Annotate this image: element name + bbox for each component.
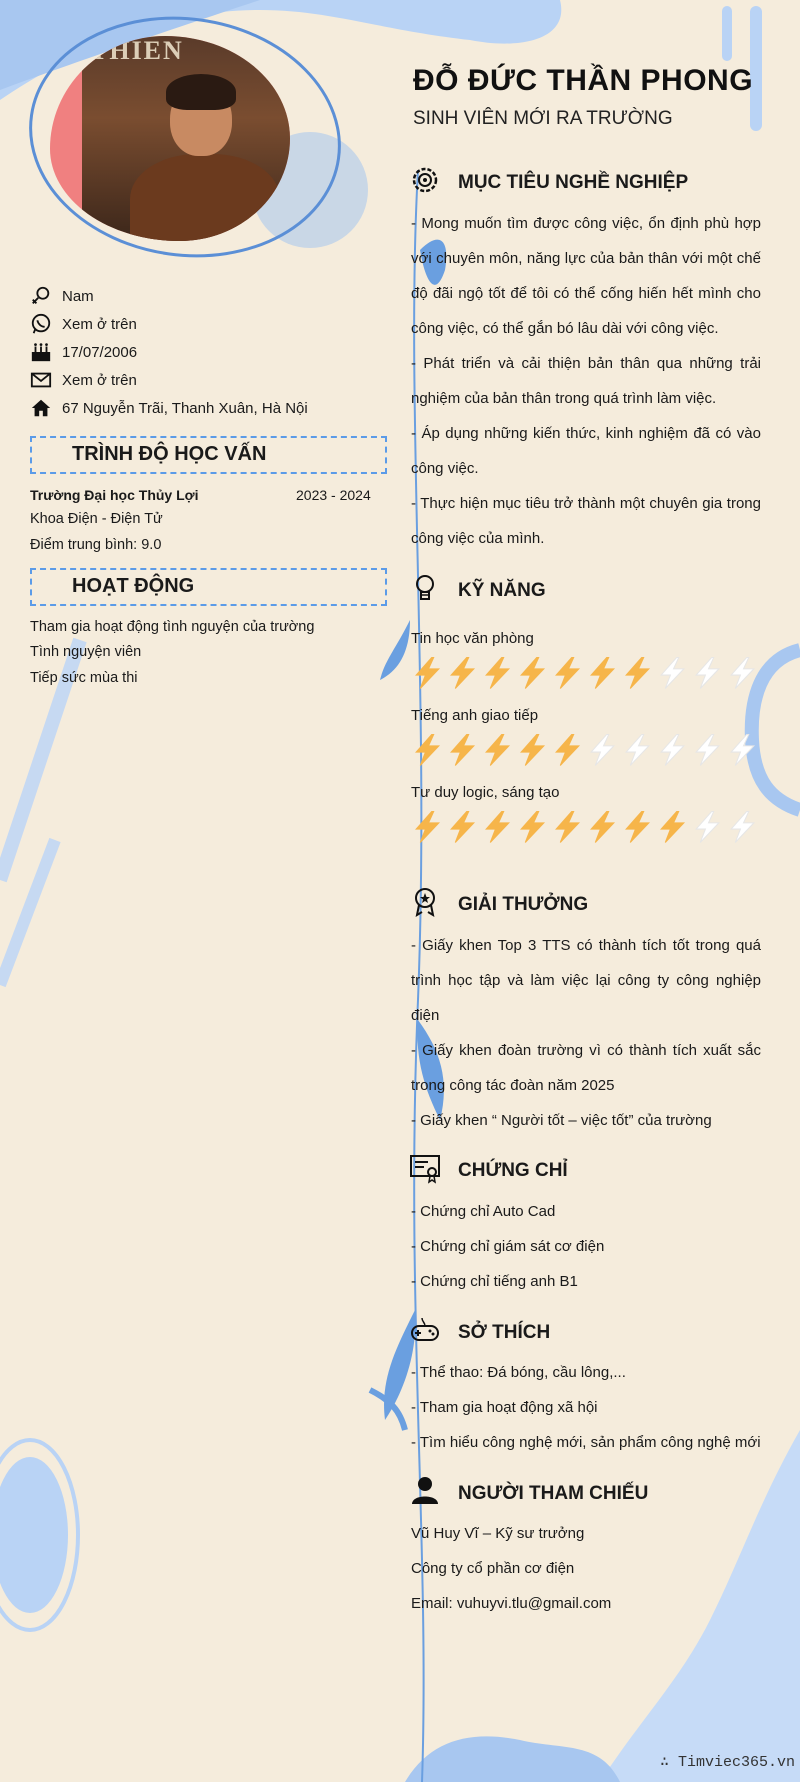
objective-heading: MỤC TIÊU NGHỀ NGHIỆP: [458, 172, 689, 193]
hobby-item: - Thể thao: Đá bóng, cầu lông,...: [411, 1364, 626, 1381]
gender-icon: [30, 285, 52, 307]
award-medal-icon: [410, 886, 440, 918]
objective-paragraph: - Phát triển và cải thiện bản thân qua những trải nghiệm của bản thân trong quá trình làm việc.: [411, 355, 761, 407]
info-gender: [30, 284, 94, 308]
reference-item: Công ty cổ phần cơ điện: [411, 1560, 575, 1577]
reference-item: Email: vuhuyvi.tlu@gmail.com: [411, 1595, 612, 1612]
certificate-icon: [410, 1152, 440, 1184]
profile-photo: [50, 36, 290, 241]
bolt-empty-icon: [726, 656, 759, 690]
bolt-filled-icon: [481, 733, 514, 767]
info-phone: [30, 312, 137, 336]
certificate-item: - Chứng chỉ tiếng anh B1: [411, 1273, 578, 1290]
certificates-heading: CHỨNG CHỈ: [458, 1160, 568, 1181]
bolt-filled-icon: [411, 733, 444, 767]
info-address: [30, 396, 308, 420]
education-faculty: Khoa Điện - Điện Tử: [30, 511, 163, 527]
skill-rating: [411, 733, 759, 767]
objective-paragraph: - Áp dụng những kiến thức, kinh nghiệm đã có vào công việc.: [411, 425, 761, 477]
candidate-subtitle: SINH VIÊN MỚI RA TRƯỜNG: [413, 108, 673, 129]
activity-item: Tham gia hoạt động tình nguyện của trường: [30, 619, 315, 635]
activities-heading: HOẠT ĐỘNG: [30, 568, 387, 606]
photo-sign-text: THIEN: [90, 36, 184, 65]
activity-item: Tiếp sức mùa thi: [30, 670, 138, 686]
bolt-empty-icon: [621, 733, 654, 767]
birthday-cake-icon: [30, 341, 52, 363]
education-heading: TRÌNH ĐỘ HỌC VẤN: [30, 436, 387, 474]
bolt-filled-icon: [551, 656, 584, 690]
bolt-filled-icon: [446, 733, 479, 767]
education-years: 2023 - 2024: [296, 487, 371, 503]
info-address-text: 67 Nguyễn Trãi, Thanh Xuân, Hà Nội: [62, 399, 308, 417]
info-phone-text: Xem ở trên: [62, 315, 137, 333]
target-gear-icon: [410, 164, 440, 196]
hobbies-heading: SỞ THÍCH: [458, 1322, 551, 1343]
bolt-empty-icon: [656, 656, 689, 690]
award-item: - Giấy khen Top 3 TTS có thành tích tốt trong quá trình học tập và làm việc lại công ty công nghiệp điện: [411, 937, 761, 1024]
bolt-filled-icon: [411, 656, 444, 690]
bolt-filled-icon: [621, 656, 654, 690]
activity-item: Tình nguyện viên: [30, 644, 142, 660]
objective-paragraph: - Mong muốn tìm được công việc, ổn định phù hợp với chuyên môn, năng lực của bản thân với một chế độ đãi ngộ tốt để tôi có thể cống hiến hết mình cho công việc, có thể gắn bó lâu dài với công việc.: [411, 215, 761, 337]
bolt-empty-icon: [691, 810, 724, 844]
bolt-empty-icon: [691, 733, 724, 767]
award-item: - Giấy khen đoàn trường vì có thành tích xuất sắc trong công tác đoàn năm 2025: [411, 1042, 761, 1094]
skills-heading: KỸ NĂNG: [458, 580, 546, 601]
bolt-filled-icon: [446, 656, 479, 690]
bolt-filled-icon: [516, 810, 549, 844]
skill-name: Tin học văn phòng: [411, 630, 534, 647]
home-icon: [30, 397, 52, 419]
person-icon: [410, 1474, 440, 1506]
skill-rating: [411, 810, 759, 844]
certificate-item: - Chứng chỉ giám sát cơ điện: [411, 1238, 605, 1255]
hobby-item: - Tìm hiểu công nghệ mới, sản phẩm công nghệ mới: [411, 1434, 761, 1451]
whatsapp-icon: [30, 313, 52, 335]
bolt-filled-icon: [656, 810, 689, 844]
bolt-empty-icon: [691, 656, 724, 690]
info-email: [30, 368, 137, 392]
bolt-filled-icon: [586, 810, 619, 844]
skill-rating: [411, 656, 759, 690]
bolt-filled-icon: [621, 810, 654, 844]
skill-name: Tiếng anh giao tiếp: [411, 707, 539, 724]
info-birthday-text: 17/07/2006: [62, 343, 138, 361]
references-heading: NGƯỜI THAM CHIẾU: [458, 1483, 649, 1504]
info-birthday: [30, 340, 137, 364]
bolt-empty-icon: [656, 733, 689, 767]
bolt-filled-icon: [446, 810, 479, 844]
reference-item: Vũ Huy Vĩ – Kỹ sư trưởng: [411, 1525, 585, 1542]
bolt-empty-icon: [726, 733, 759, 767]
bolt-empty-icon: [586, 733, 619, 767]
gamepad-icon: [410, 1314, 440, 1346]
bolt-filled-icon: [481, 810, 514, 844]
lightbulb-icon: [410, 572, 440, 604]
bolt-filled-icon: [411, 810, 444, 844]
awards-heading: GIẢI THƯỞNG: [458, 894, 589, 915]
bolt-filled-icon: [551, 733, 584, 767]
photo-person-body: [130, 154, 280, 241]
education-gpa: Điểm trung bình: 9.0: [30, 537, 162, 553]
award-item: - Giấy khen “ Người tốt – việc tốt” của trường: [411, 1112, 712, 1129]
candidate-name: ĐỖ ĐỨC THẦN PHONG: [413, 64, 754, 97]
bolt-filled-icon: [516, 656, 549, 690]
bolt-filled-icon: [516, 733, 549, 767]
info-gender-text: Nam: [62, 287, 94, 305]
envelope-icon: [30, 369, 52, 391]
objective-paragraph: - Thực hiện mục tiêu trở thành một chuyên gia trong công việc của mình.: [411, 495, 761, 547]
hobby-item: - Tham gia hoạt động xã hội: [411, 1399, 598, 1416]
bolt-filled-icon: [586, 656, 619, 690]
info-email-text: Xem ở trên: [62, 371, 137, 389]
education-school: Trường Đại học Thủy Lợi: [30, 487, 199, 503]
bolt-filled-icon: [551, 810, 584, 844]
watermark: ∴ Timviec365.vn: [660, 1754, 796, 1771]
bolt-empty-icon: [726, 810, 759, 844]
skill-name: Tư duy logic, sáng tạo: [411, 784, 560, 801]
certificate-item: - Chứng chỉ Auto Cad: [411, 1203, 556, 1220]
photo-person-hair: [166, 74, 236, 110]
bolt-filled-icon: [481, 656, 514, 690]
